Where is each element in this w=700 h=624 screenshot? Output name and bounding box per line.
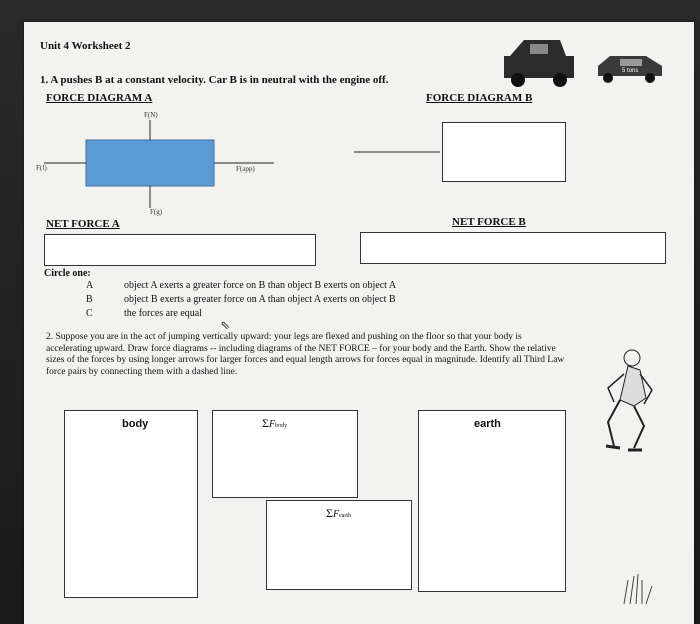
diagram-b-box[interactable] [442, 122, 566, 182]
net-force-a-label: NET FORCE A [46, 218, 120, 230]
squatting-person-illustration [594, 348, 664, 468]
question-1-text: 1. A pushes B at a constant velocity. Car B is in neutral with the engine off. [40, 74, 389, 86]
sum-force-body-label: ΣFbody [262, 416, 288, 430]
earth-box-label: earth [474, 418, 501, 430]
option-a-letter[interactable]: A [86, 280, 94, 291]
option-a-text: object A exerts a greater force on B than object B exerts on object A [124, 280, 397, 291]
force-label-top: F(N) [144, 111, 158, 119]
earth-diagram-box[interactable] [418, 410, 566, 592]
net-force-a-box[interactable] [44, 234, 316, 266]
question-2-text: 2. Suppose you are in the act of jumping vertically upward: your legs are flexed and pushing on the floor so that your body is accelerating upward. Draw force diagrams -- including diagrams of the NET FORCE – for your body and the Earth. Show the relative sizes of the forces by using longer arrows for larger forces and equal length arrows for forces equal in magnitude. Identify all Third Law force pairs by connecting them with a dashed line. [46, 332, 565, 377]
net-force-b-box[interactable] [360, 232, 666, 264]
worksheet-page [24, 22, 694, 624]
option-b-letter[interactable]: B [86, 294, 93, 305]
force-label-bottom: F(g) [150, 208, 163, 216]
mouse-cursor-icon: ⇖ [220, 318, 231, 332]
body-box-label: body [122, 418, 149, 430]
option-b-text: object B exerts a greater force on A than object A exerts on object B [124, 294, 396, 305]
force-label-right: F(app) [236, 165, 255, 173]
force-label-left: F(f) [36, 164, 47, 172]
circle-one-label: Circle one: [44, 268, 91, 279]
truck-and-car-illustration [490, 32, 670, 92]
force-diagram-b-label: FORCE DIAGRAM B [426, 92, 533, 104]
net-force-b-label: NET FORCE B [452, 216, 526, 228]
force-diagram-a-label: FORCE DIAGRAM A [46, 92, 153, 104]
hand-sketch [618, 566, 658, 606]
force-diagram-a [34, 108, 304, 218]
sum-force-earth-label: ΣFearth [326, 506, 352, 520]
car-weight-label: 5 tons [622, 68, 639, 74]
body-diagram-box[interactable] [64, 410, 198, 598]
option-c-text: the forces are equal [124, 308, 203, 319]
worksheet-title: Unit 4 Worksheet 2 [40, 40, 131, 52]
option-c-letter[interactable]: C [86, 308, 93, 319]
